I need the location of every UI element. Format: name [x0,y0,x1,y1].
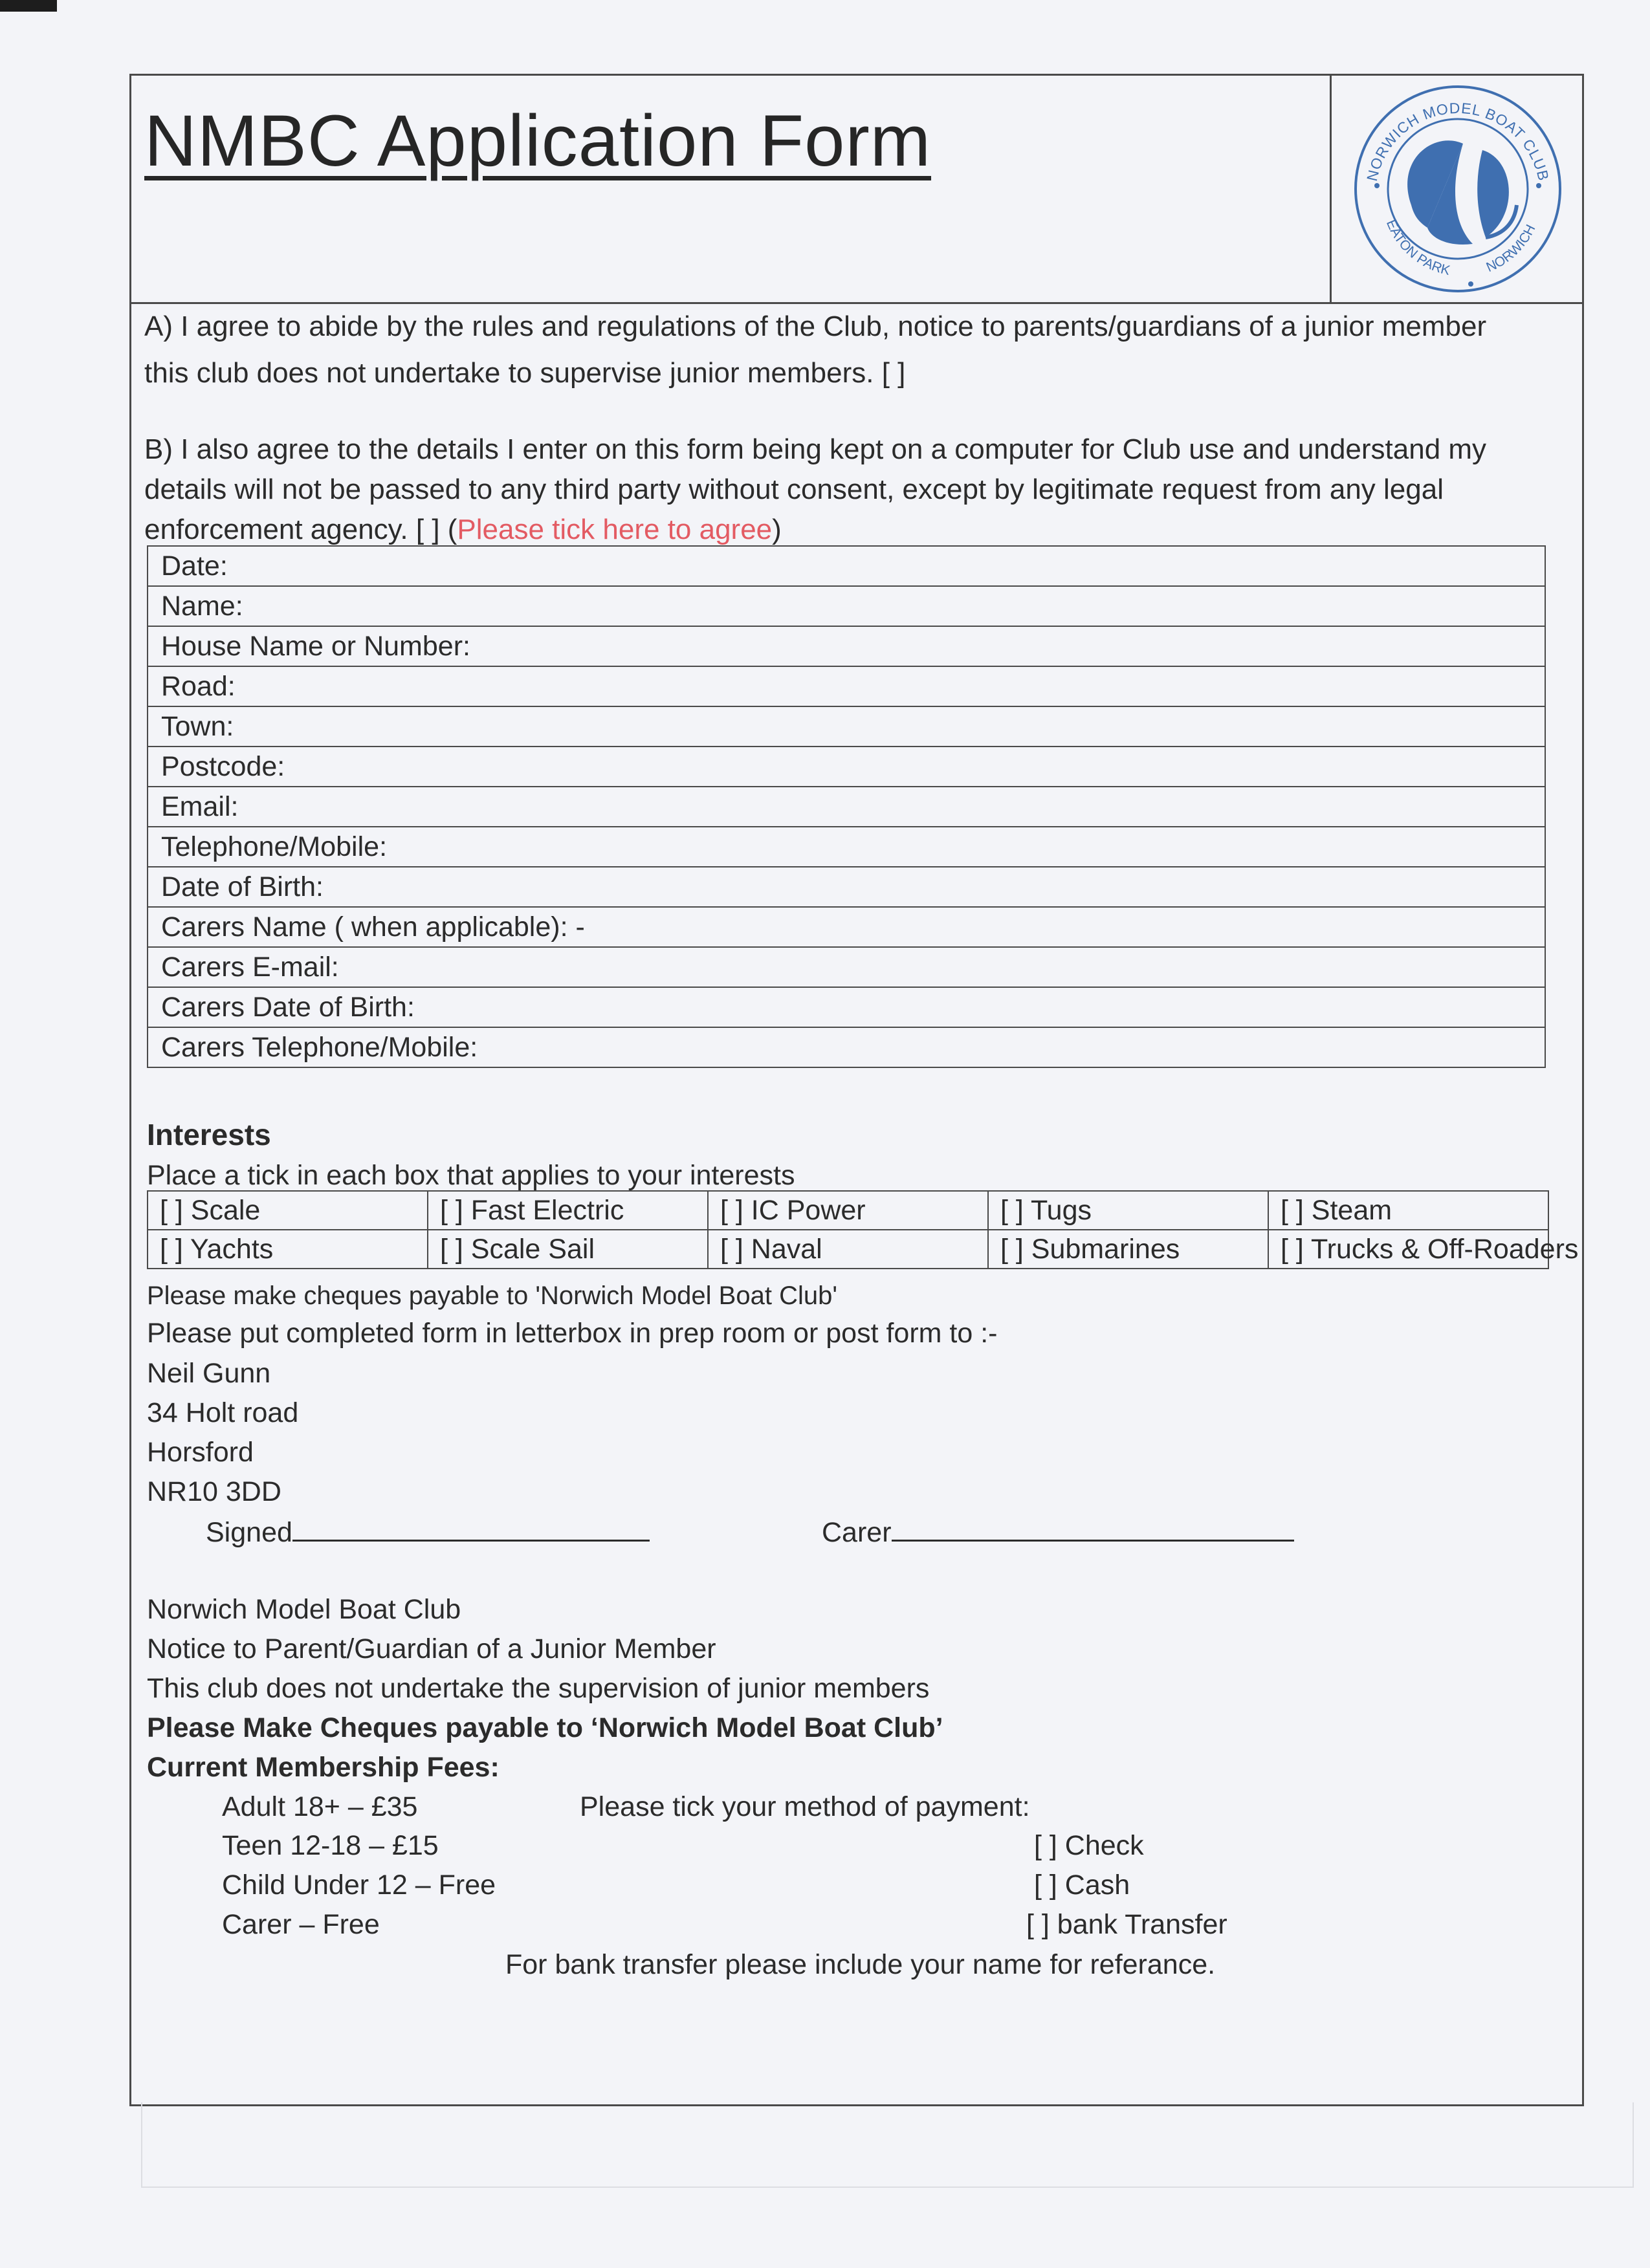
interest-checkbox[interactable]: [ ] IC Power [708,1191,988,1230]
payment-heading: Please tick your method of payment: [580,1791,1030,1822]
signed-field[interactable] [206,1511,650,1552]
field-label-carer-email: Carers E-mail: [148,947,1545,987]
interest-checkbox[interactable]: [ ] Naval [708,1230,988,1269]
fee-item: Adult 18+ – £35 [222,1791,418,1822]
address-line: Horsford [147,1437,254,1468]
agreement-b-close: ) [772,514,782,545]
field-label-dob: Date of Birth: [148,867,1545,907]
tick-to-agree-note: Please tick here to agree [457,514,773,545]
agreement-a-line2[interactable]: this club does not undertake to supervise junior members. [ ] [144,357,906,389]
field-row[interactable] [148,987,1545,1027]
field-label-telephone: Telephone/Mobile: [148,827,1545,867]
field-row[interactable] [148,626,1545,666]
interest-checkbox[interactable]: [ ] Submarines [988,1230,1268,1269]
fee-item: Child Under 12 – Free [222,1870,496,1901]
interests-table [147,1190,1579,1269]
notice-club-name: Norwich Model Boat Club [147,1594,461,1625]
agreement-a-line1: A) I agree to abide by the rules and regulations of the Club, notice to parents/guardians of a junior member [144,311,1487,342]
fee-item: Carer – Free [222,1909,380,1940]
field-row[interactable] [148,747,1545,787]
interests-instruction: Place a tick in each box that applies to your interests [147,1160,795,1191]
payment-cash-option[interactable]: [ ] Cash [1034,1870,1130,1901]
field-row[interactable] [148,546,1545,586]
form-frame [129,74,1584,2106]
interest-checkbox[interactable]: [ ] Scale Sail [428,1230,708,1269]
field-label-name: Name: [148,586,1545,626]
notice-line: Notice to Parent/Guardian of a Junior Member [147,1633,716,1664]
bank-transfer-note: For bank transfer please include your name for referance. [505,1949,1216,1980]
field-row[interactable] [148,1027,1545,1067]
field-label-carer-telephone: Carers Telephone/Mobile: [148,1027,1545,1067]
carer-signature-field[interactable] [822,1511,1294,1552]
field-row[interactable] [148,666,1545,706]
field-label-house: House Name or Number: [148,626,1545,666]
signed-label: Signed [206,1517,292,1548]
club-logo [1350,82,1566,296]
field-row[interactable] [148,706,1545,747]
scan-edge [0,0,57,12]
fees-heading: Current Membership Fees: [147,1752,500,1783]
interest-checkbox[interactable]: [ ] Steam [1268,1191,1548,1230]
payment-bank-option[interactable]: [ ] bank Transfer [1026,1909,1227,1940]
address-line: Neil Gunn [147,1358,271,1389]
carer-label: Carer [822,1517,892,1548]
field-row[interactable] [148,586,1545,626]
address-line: 34 Holt road [147,1397,299,1428]
page-title: NMBC Application Form [144,100,932,181]
field-label-road: Road: [148,666,1545,706]
details-table [147,545,1546,1068]
header-row [131,76,1582,304]
field-label-email: Email: [148,787,1545,827]
logo-ring-left-text: EATON PARK [1383,217,1452,279]
field-row[interactable] [148,867,1545,907]
postal-instruction: Please put completed form in letterbox in prep room or post form to :- [147,1318,998,1349]
agreement-b-line1: B) I also agree to the details I enter on this form being kept on a computer for Club use and understand my [144,433,1487,465]
field-row[interactable] [148,787,1545,827]
interest-checkbox[interactable]: [ ] Tugs [988,1191,1268,1230]
field-label-date: Date: [148,546,1545,586]
interest-checkbox[interactable]: [ ] Trucks & Off-Roaders [1268,1230,1548,1269]
agreement-b-line2: details will not be passed to any third party without consent, except by legitimate request from any legal [144,474,1444,505]
address-line: NR10 3DD [147,1476,281,1507]
interest-checkbox[interactable]: [ ] Scale [148,1191,428,1230]
carer-signature-line[interactable] [892,1511,1294,1542]
logo-ring-right-text: NORWICH [1484,222,1539,276]
field-label-postcode: Postcode: [148,747,1545,787]
notice-line: This club does not undertake the supervision of junior members [147,1673,930,1704]
cheques-bold-note: Please Make Cheques payable to ‘Norwich Model Boat Club’ [147,1712,943,1743]
signature-line[interactable] [292,1511,650,1542]
agreement-b-tick[interactable]: enforcement agency. [ ] ( [144,514,457,545]
field-row[interactable] [148,907,1545,947]
page-bottom-edge [141,2102,1634,2188]
interest-checkbox[interactable]: [ ] Yachts [148,1230,428,1269]
interests-heading: Interests [147,1118,271,1151]
field-label-town: Town: [148,706,1545,747]
cheques-note: Please make cheques payable to 'Norwich Model Boat Club' [147,1281,837,1310]
fee-item: Teen 12-18 – £15 [222,1830,439,1861]
payment-check-option[interactable]: [ ] Check [1034,1830,1144,1861]
logo-ring-top-text: NORWICH MODEL BOAT CLUB [1363,99,1553,183]
logo-cell [1330,76,1584,302]
interest-checkbox[interactable]: [ ] Fast Electric [428,1191,708,1230]
field-row[interactable] [148,947,1545,987]
field-label-carer-name: Carers Name ( when applicable): - [148,907,1545,947]
field-label-carer-dob: Carers Date of Birth: [148,987,1545,1027]
field-row[interactable] [148,827,1545,867]
